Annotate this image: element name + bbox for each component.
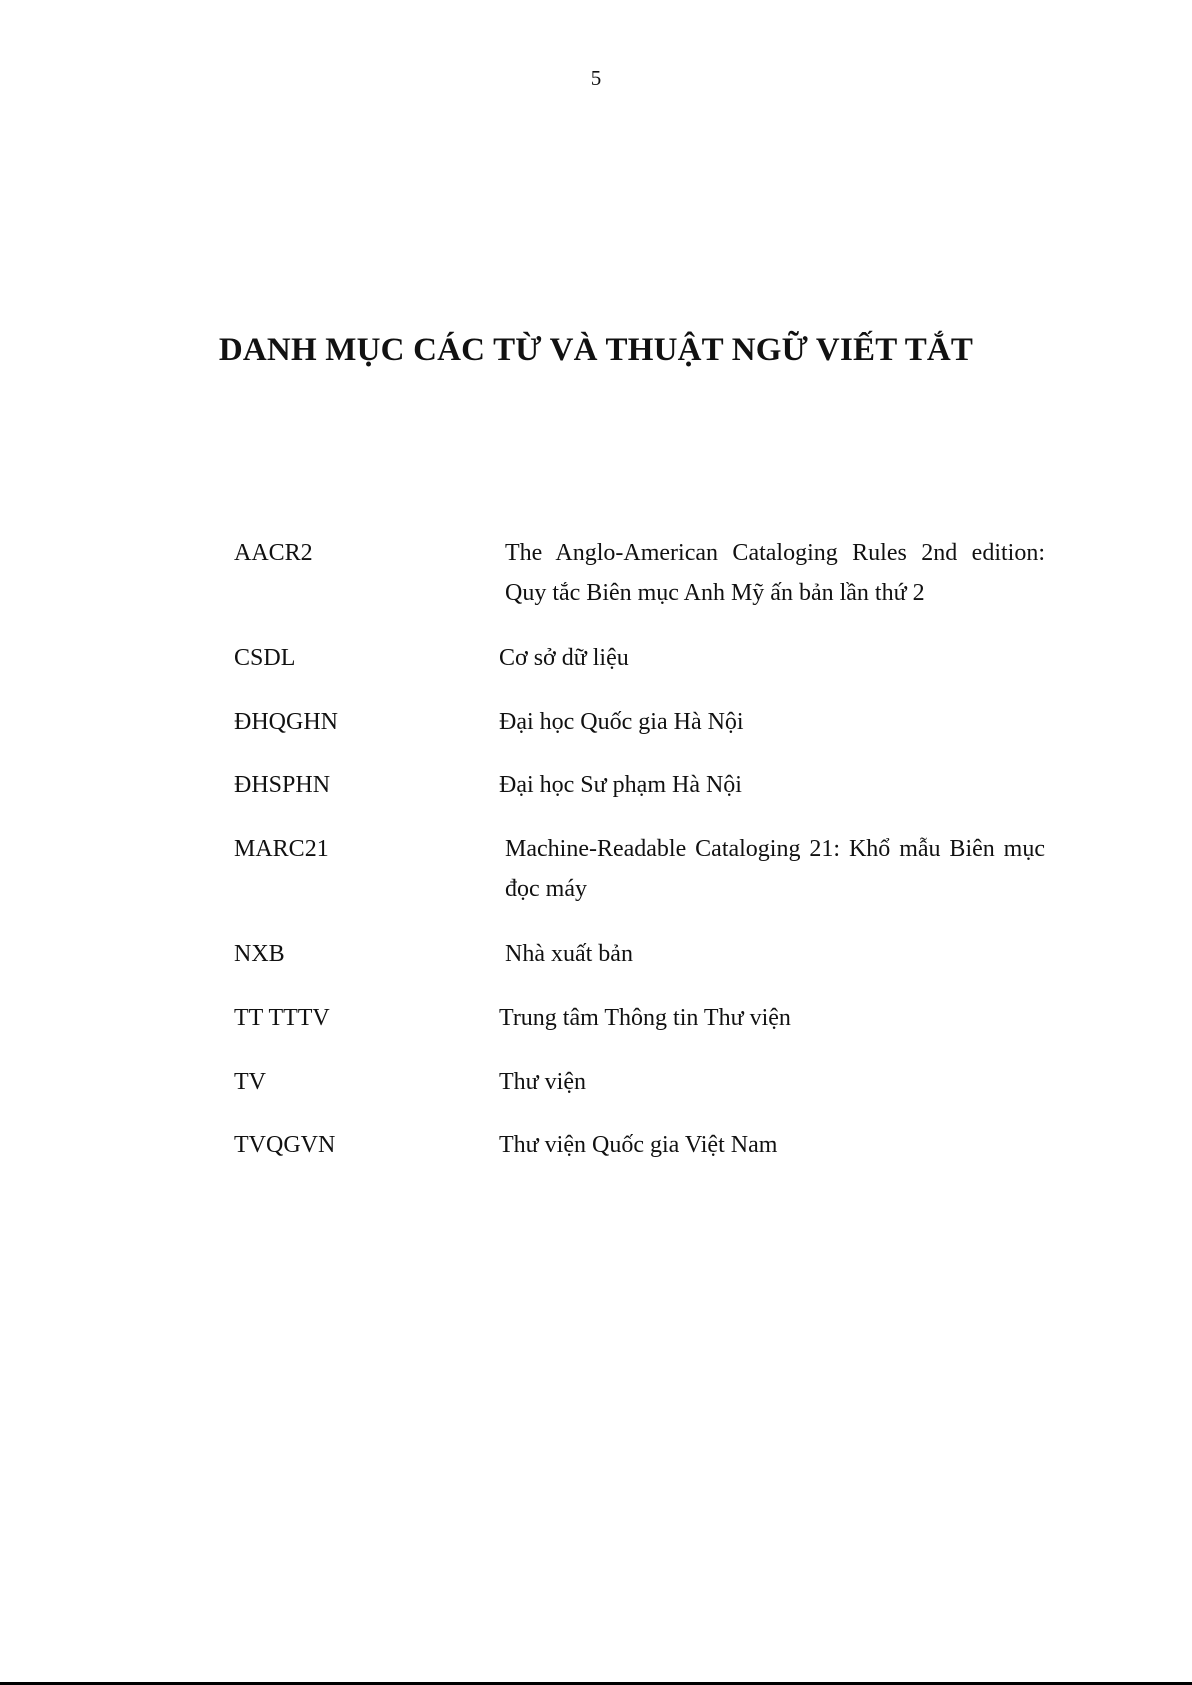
- abbreviation-term: TT TTTV: [234, 1005, 330, 1031]
- abbreviation-meaning: Đại học Quốc gia Hà Nội: [499, 709, 744, 735]
- abbreviation-meaning: Cơ sở dữ liệu: [499, 645, 629, 671]
- abbreviation-meaning: Machine-Readable Cataloging 21: Khổ mẫu Biên mục đọc máy: [505, 836, 1045, 902]
- page-title: DANH MỤC CÁC TỪ VÀ THUẬT NGỮ VIẾT TẮT: [218, 332, 974, 368]
- abbreviation-term: CSDL: [234, 645, 296, 671]
- abbreviation-term: MARC21: [234, 836, 329, 862]
- abbreviation-term: TV: [234, 1069, 266, 1095]
- abbreviation-term: AACR2: [234, 540, 313, 566]
- abbreviation-meaning: Thư viện: [499, 1069, 586, 1095]
- abbreviation-term: TVQGVN: [234, 1132, 336, 1158]
- abbreviation-meaning: Thư viện Quốc gia Việt Nam: [499, 1132, 778, 1158]
- abbreviation-meaning: Đại học Sư phạm Hà Nội: [499, 772, 742, 798]
- abbreviation-term: ĐHQGHN: [234, 709, 338, 735]
- abbreviation-meaning: Nhà xuất bản: [505, 941, 633, 967]
- abbreviation-meaning: The Anglo-American Cataloging Rules 2nd edition: Quy tắc Biên mục Anh Mỹ ấn bản lần thứ 2: [505, 540, 1045, 606]
- page-number: 5: [590, 66, 602, 90]
- abbreviation-term: NXB: [234, 941, 285, 967]
- abbreviation-meaning: Trung tâm Thông tin Thư viện: [499, 1005, 791, 1031]
- abbreviation-term: ĐHSPHN: [234, 772, 331, 798]
